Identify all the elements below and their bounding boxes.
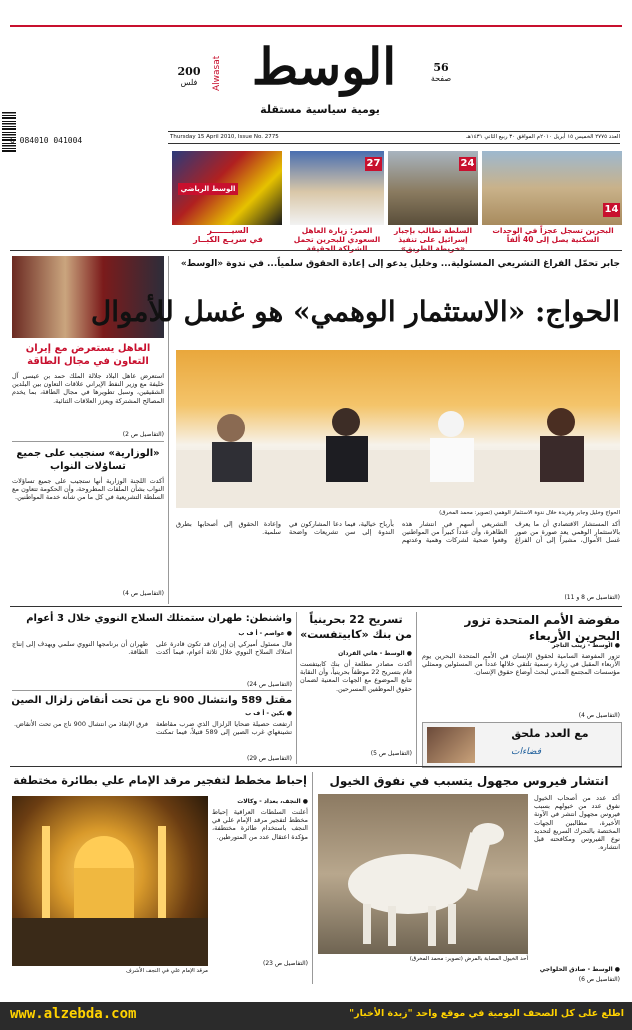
najaf-photo-caption: مرقد الإمام علي في النجف الأشرف bbox=[126, 968, 208, 974]
teaser-bottom-rule bbox=[10, 250, 622, 251]
bottom-divider bbox=[312, 772, 313, 984]
lead-body: أكد المستشار الاقتصادي أن ما يعرف بالاستثمار الوهمي يعد صورة من صور غسل الأموال، مشيراً إلى أن الفراغ التشريعي أسهم في انتشار هذه الظاهرة، وأن عدداً كبيراً من المواطنين وقعوا ضحية لشركات وهمية وعدتهم بأرباح خيالية، فيما دعا المشاركون في الندوة إلى سن تشريعات واضحة وإعادة الحقوق إلى أصحابها بطرق سلمية. bbox=[176, 520, 620, 545]
nuclear-byline: ● عواصم - أ ف ب bbox=[238, 630, 292, 637]
king-headline[interactable]: العاهل يستعرض مع إيران التعاون في مجال الطاقة bbox=[25, 343, 151, 367]
nuclear-body: قال مسئول أميركي إن إيران قد تكون قادرة على امتلاك السلاح النووي خلال ثلاثة أعوام، فيما أكدت طهران أن برنامجها النووي سلمي ويهدف إلى إنتاج الطاقة. bbox=[12, 640, 292, 657]
china-body: ارتفعت حصيلة ضحايا الزلزال الذي ضرب مقاطعة تشينغهاي غرب الصين إلى 589 قتيلاً، فيما تمكنت فرق الإنقاذ من انتشال 900 ناج من تحت الأنقاض. bbox=[13, 720, 293, 737]
teaser-14-photo bbox=[482, 151, 622, 225]
teaser-27-headline[interactable]: العمر: زيارة العاهل السعودي للبحرين تحمل الشراكة الحقيقة bbox=[293, 226, 381, 253]
top-rule bbox=[10, 25, 622, 27]
supplement-logo: فضاءات bbox=[510, 747, 542, 757]
un-continued[interactable]: (التفاصيل ص 4) bbox=[578, 712, 620, 719]
virus-body: أكد عدد من أصحاب الخيول نفوق عدد من خيولهم بسبب فيروس مجهول انتشر في الآونة الأخيرة، مطالبين الجهات المختصة بالتحرك السريع لتحديد نوع الفيروس ومكافحته قبل انتشاره. bbox=[534, 794, 620, 852]
date-rule-top bbox=[168, 131, 620, 132]
lead-headline[interactable]: الحواج: «الاستثمار الوهمي» هو غسل للأموال bbox=[90, 295, 620, 328]
teaser-sport-photo bbox=[172, 151, 282, 225]
nuclear-headline[interactable]: واشنطن: طهران ستمتلك السلاح النووي خلال 3 أعوام bbox=[26, 613, 292, 624]
najaf-headline[interactable]: إحباط مخطط لتفجير مرقد الإمام علي بطائرة مختطفة bbox=[13, 774, 307, 787]
king-continued[interactable]: (التفاصيل ص 2) bbox=[122, 431, 164, 438]
left-sep-1 bbox=[12, 441, 164, 442]
najaf-photo bbox=[12, 796, 208, 966]
teaser-27-badge: 27 bbox=[366, 158, 381, 169]
virus-continued[interactable]: (التفاصيل ص 6) bbox=[578, 976, 620, 983]
horse-figure bbox=[318, 794, 528, 954]
najaf-body: أعلنت السلطات العراقية إحباط مخطط لتفجير مرقد الإمام علي في النجف باستخدام طائرة مختطفة، مؤكدة اعتقال عدد من المتورطين. bbox=[212, 808, 308, 841]
teaser-27-photo bbox=[290, 151, 384, 225]
date-en: Thursday 15 April 2010, Issue No. 2775 bbox=[170, 134, 279, 140]
barcode-number: 6 084010 041004 bbox=[10, 136, 83, 145]
footer-site[interactable]: www.alzebda.com bbox=[10, 1006, 137, 1022]
un-headline[interactable]: مفوضة الأمم المتحدة تزور البحرين الأربعاء bbox=[464, 613, 620, 643]
teaser-24-photo bbox=[388, 151, 478, 225]
pages-count: 56 صفحة bbox=[430, 61, 452, 83]
ministry-headline[interactable]: «الوزارية» سنجيب على جميع تساؤلات النواب bbox=[16, 448, 160, 472]
footer-promo[interactable]: اطلع على كل الصحف اليومية في موقع واحد "زبدة الأخبار" bbox=[349, 1008, 624, 1019]
najaf-continued[interactable]: (التفاصيل ص 23) bbox=[262, 960, 308, 967]
lead-kicker: جابر تحمّل الفراغ التشريعي المسئولية... وخليل يدعو إلى إعادة الحقوق سلمياً... في ندوة «الوسط» bbox=[180, 259, 620, 269]
virus-headline[interactable]: انتشار فيروس مجهول يتسبب في نفوق الخيول bbox=[329, 774, 609, 788]
lower-rule bbox=[10, 766, 622, 767]
bank-byline: ● الوسط - هاني الفردان bbox=[338, 650, 412, 657]
lead-photo-scene bbox=[176, 350, 620, 508]
nuclear-continued[interactable]: (التفاصيل ص 24) bbox=[246, 681, 292, 688]
virus-photo bbox=[318, 794, 528, 954]
un-byline: ● الوسط - زينب التاجر bbox=[551, 642, 620, 649]
un-body: تزور المفوضة السامية لحقوق الإنسان في الأمم المتحدة البحرين يوم الأربعاء المقبل في زيارة رسمية تلتقي خلالها عدداً من المسئولين وممثلي مؤسسات المجتمع المدني لبحث أوضاع حقوق الإنسان. bbox=[422, 652, 620, 677]
sport-label: الوسط الرياضي bbox=[178, 183, 238, 195]
date-ar: العدد ٢٧٧٥ الخميس ١٥ أبريل ٢٠١٠م الموافق ٣٠ ربيع الثاني ١٤٣١هـ bbox=[466, 134, 620, 140]
china-continued[interactable]: (التفاصيل ص 29) bbox=[246, 755, 292, 762]
mid-rule-right bbox=[416, 612, 417, 764]
lead-continued[interactable]: (التفاصيل ص 8 و 11) bbox=[564, 594, 620, 601]
king-body: استعرض عاهل البلاد جلالة الملك حمد بن عيسى آل خليفة مع وزير النفط الإيراني علاقات التعاون بين البلدين الشقيقين، وسبل تطويرها في مجال الطاقة، بما يخدم المصالح المشتركة ويعزز العلاقات الثنائية. bbox=[12, 372, 164, 405]
nuclear-sep bbox=[12, 690, 292, 691]
china-byline: ● بكين - أ ف ب bbox=[245, 710, 292, 717]
ministry-continued[interactable]: (التفاصيل ص 4) bbox=[122, 590, 164, 597]
barcode bbox=[2, 112, 16, 152]
masthead-logo: الوسط Alwasat bbox=[212, 37, 397, 96]
teaser-sport-headline[interactable]: السيـــــــر في سريـع الكبــار bbox=[193, 226, 263, 244]
china-headline[interactable]: مقتل 589 وانتشال 900 ناج من تحت أنقاض زلزال الصين bbox=[11, 695, 292, 706]
mid-rule bbox=[10, 606, 622, 607]
teaser-24-headline[interactable]: السلطة تطالب بإجبار إسرائيل على تنفيذ «خريطة الطريق» bbox=[393, 226, 473, 253]
virus-byline: ● الوسط - صادق الحلواجي bbox=[539, 966, 620, 973]
virus-photo-caption: أحد الخيول المصابة بالمرض (تصوير: محمد المخرق) bbox=[409, 956, 528, 962]
supplement-box[interactable] bbox=[422, 722, 622, 768]
lead-photo bbox=[176, 350, 620, 508]
bank-continued[interactable]: (التفاصيل ص 5) bbox=[370, 750, 412, 757]
mid-rule-center bbox=[296, 612, 297, 764]
teaser-14-badge: 14 bbox=[604, 204, 619, 215]
date-rule-bottom bbox=[168, 143, 620, 144]
supplement-label: مع العدد ملحق bbox=[511, 727, 589, 740]
ministry-body: أكدت اللجنة الوزارية أنها ستجيب على جميع تساؤلات النواب بشأن الملفات المطروحة، وأن الحكومة تتعاون مع السلطة التشريعية في كل ما من شأنه خدمة المواطنين. bbox=[12, 477, 164, 502]
price: 200 فلس bbox=[177, 65, 201, 87]
teaser-24-badge: 24 bbox=[460, 158, 475, 169]
supplement-cover bbox=[427, 727, 475, 763]
shrine-figure bbox=[12, 796, 208, 966]
najaf-byline: ● النجف، بغداد - وكالات bbox=[237, 798, 308, 805]
bank-body: أكدت مصادر مطلعة أن بنك كابيتفست قام بتسريح 22 موظفاً بحرينياً، وأن النقابة تتابع الموضوع مع الجهات المعنية لضمان حقوق الموظفين المسرحين. bbox=[300, 660, 412, 693]
bank-headline[interactable]: تسريح 22 بحرينياً من بنك «كابيتفست» bbox=[300, 613, 412, 641]
masthead-tagline: يومية سياسية مستقلة bbox=[260, 103, 380, 116]
lead-photo-caption: الحواج وخليل وجابر وفريدة خلال ندوة الاستثمار الوهمي (تصوير: محمد المخرق) bbox=[439, 510, 620, 516]
teaser-14-headline[interactable]: البحرين تسجل عجزاً في الوحدات السكنية يصل إلى 40 ألفاً bbox=[492, 226, 614, 244]
barcode-bars bbox=[2, 112, 16, 152]
